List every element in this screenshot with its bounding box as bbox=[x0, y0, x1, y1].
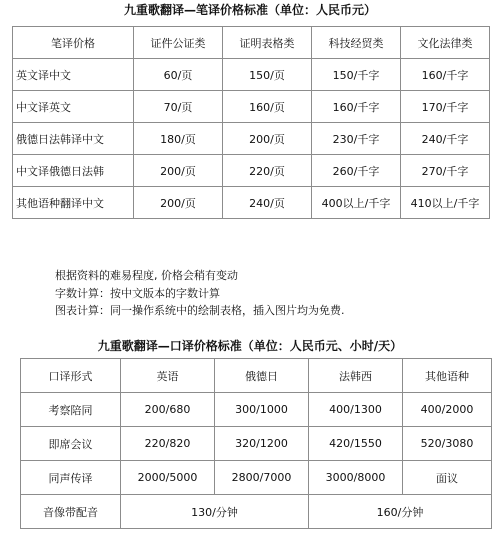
table-row bbox=[21, 427, 492, 461]
row-label: 其他语种翻译中文 bbox=[13, 187, 134, 219]
table-row bbox=[13, 155, 490, 187]
table-cell: 160/分钟 bbox=[309, 495, 492, 529]
table-cell: 180/页 bbox=[134, 123, 223, 155]
note-line: 根据资料的难易程度, 价格会稍有变动 bbox=[55, 269, 238, 282]
table-cell: 面议 bbox=[403, 461, 492, 495]
row-label: 同声传译 bbox=[21, 461, 121, 495]
pricing-notes bbox=[55, 267, 345, 320]
header-cell: 笔译价格 bbox=[13, 27, 134, 59]
interpretation-price-title: 九重歌翻译—口译价格标准（单位：人民币元、小时/天） bbox=[97, 339, 403, 353]
table-cell: 520/3080 bbox=[403, 427, 492, 461]
table-row bbox=[21, 393, 492, 427]
table-cell: 240/千字 bbox=[401, 123, 490, 155]
table-cell: 60/页 bbox=[134, 59, 223, 91]
table-header-row bbox=[21, 359, 492, 393]
table-cell: 420/1550 bbox=[309, 427, 403, 461]
table-row bbox=[13, 91, 490, 123]
table-cell: 130/分钟 bbox=[121, 495, 309, 529]
table-row bbox=[21, 461, 492, 495]
table-cell: 230/千字 bbox=[312, 123, 401, 155]
table-cell: 220/820 bbox=[121, 427, 215, 461]
table-cell: 160/页 bbox=[223, 91, 312, 123]
row-label: 即席会议 bbox=[21, 427, 121, 461]
row-label: 英文译中文 bbox=[13, 59, 134, 91]
table-cell: 150/千字 bbox=[312, 59, 401, 91]
header-cell: 口译形式 bbox=[21, 359, 121, 393]
row-label: 音像带配音 bbox=[21, 495, 121, 529]
interpretation-price-table bbox=[20, 358, 492, 529]
table-cell: 300/1000 bbox=[215, 393, 309, 427]
table-cell: 150/页 bbox=[223, 59, 312, 91]
header-cell: 其他语种 bbox=[403, 359, 492, 393]
table-cell: 400/1300 bbox=[309, 393, 403, 427]
table-cell: 200/页 bbox=[223, 123, 312, 155]
table-cell: 160/千字 bbox=[312, 91, 401, 123]
table-cell: 220/页 bbox=[223, 155, 312, 187]
header-cell: 证明表格类 bbox=[223, 27, 312, 59]
table-cell: 200/680 bbox=[121, 393, 215, 427]
table-cell: 2000/5000 bbox=[121, 461, 215, 495]
table-row bbox=[13, 187, 490, 219]
table-header-row bbox=[13, 27, 490, 59]
header-cell: 英语 bbox=[121, 359, 215, 393]
table-row bbox=[13, 123, 490, 155]
table-cell: 3000/8000 bbox=[309, 461, 403, 495]
written-price-table bbox=[12, 26, 490, 219]
table-cell: 160/千字 bbox=[401, 59, 490, 91]
table-cell: 400以上/千字 bbox=[312, 187, 401, 219]
table-cell: 320/1200 bbox=[215, 427, 309, 461]
note-line: 图表计算：同一操作系统中的绘制表格，插入图片均为免费. bbox=[55, 304, 345, 317]
row-label: 考察陪同 bbox=[21, 393, 121, 427]
table-row bbox=[13, 59, 490, 91]
table-cell: 240/页 bbox=[223, 187, 312, 219]
header-cell: 法韩西 bbox=[309, 359, 403, 393]
row-label: 中文译俄德日法韩 bbox=[13, 155, 134, 187]
header-cell: 俄德日 bbox=[215, 359, 309, 393]
table-cell: 270/千字 bbox=[401, 155, 490, 187]
header-cell: 证件公证类 bbox=[134, 27, 223, 59]
written-price-title: 九重歌翻译—笔译价格标准（单位：人民币元） bbox=[123, 3, 376, 17]
table-cell: 200/页 bbox=[134, 187, 223, 219]
row-label: 俄德日法韩译中文 bbox=[13, 123, 134, 155]
table-cell: 260/千字 bbox=[312, 155, 401, 187]
row-label: 中文译英文 bbox=[13, 91, 134, 123]
note-line: 字数计算：按中文版本的字数计算 bbox=[55, 286, 220, 300]
table-cell: 2800/7000 bbox=[215, 461, 309, 495]
table-cell: 410以上/千字 bbox=[401, 187, 490, 219]
table-cell: 170/千字 bbox=[401, 91, 490, 123]
header-cell: 文化法律类 bbox=[401, 27, 490, 59]
header-cell: 科技经贸类 bbox=[312, 27, 401, 59]
table-cell: 200/页 bbox=[134, 155, 223, 187]
table-cell: 70/页 bbox=[134, 91, 223, 123]
table-row bbox=[21, 495, 492, 529]
table-cell: 400/2000 bbox=[403, 393, 492, 427]
